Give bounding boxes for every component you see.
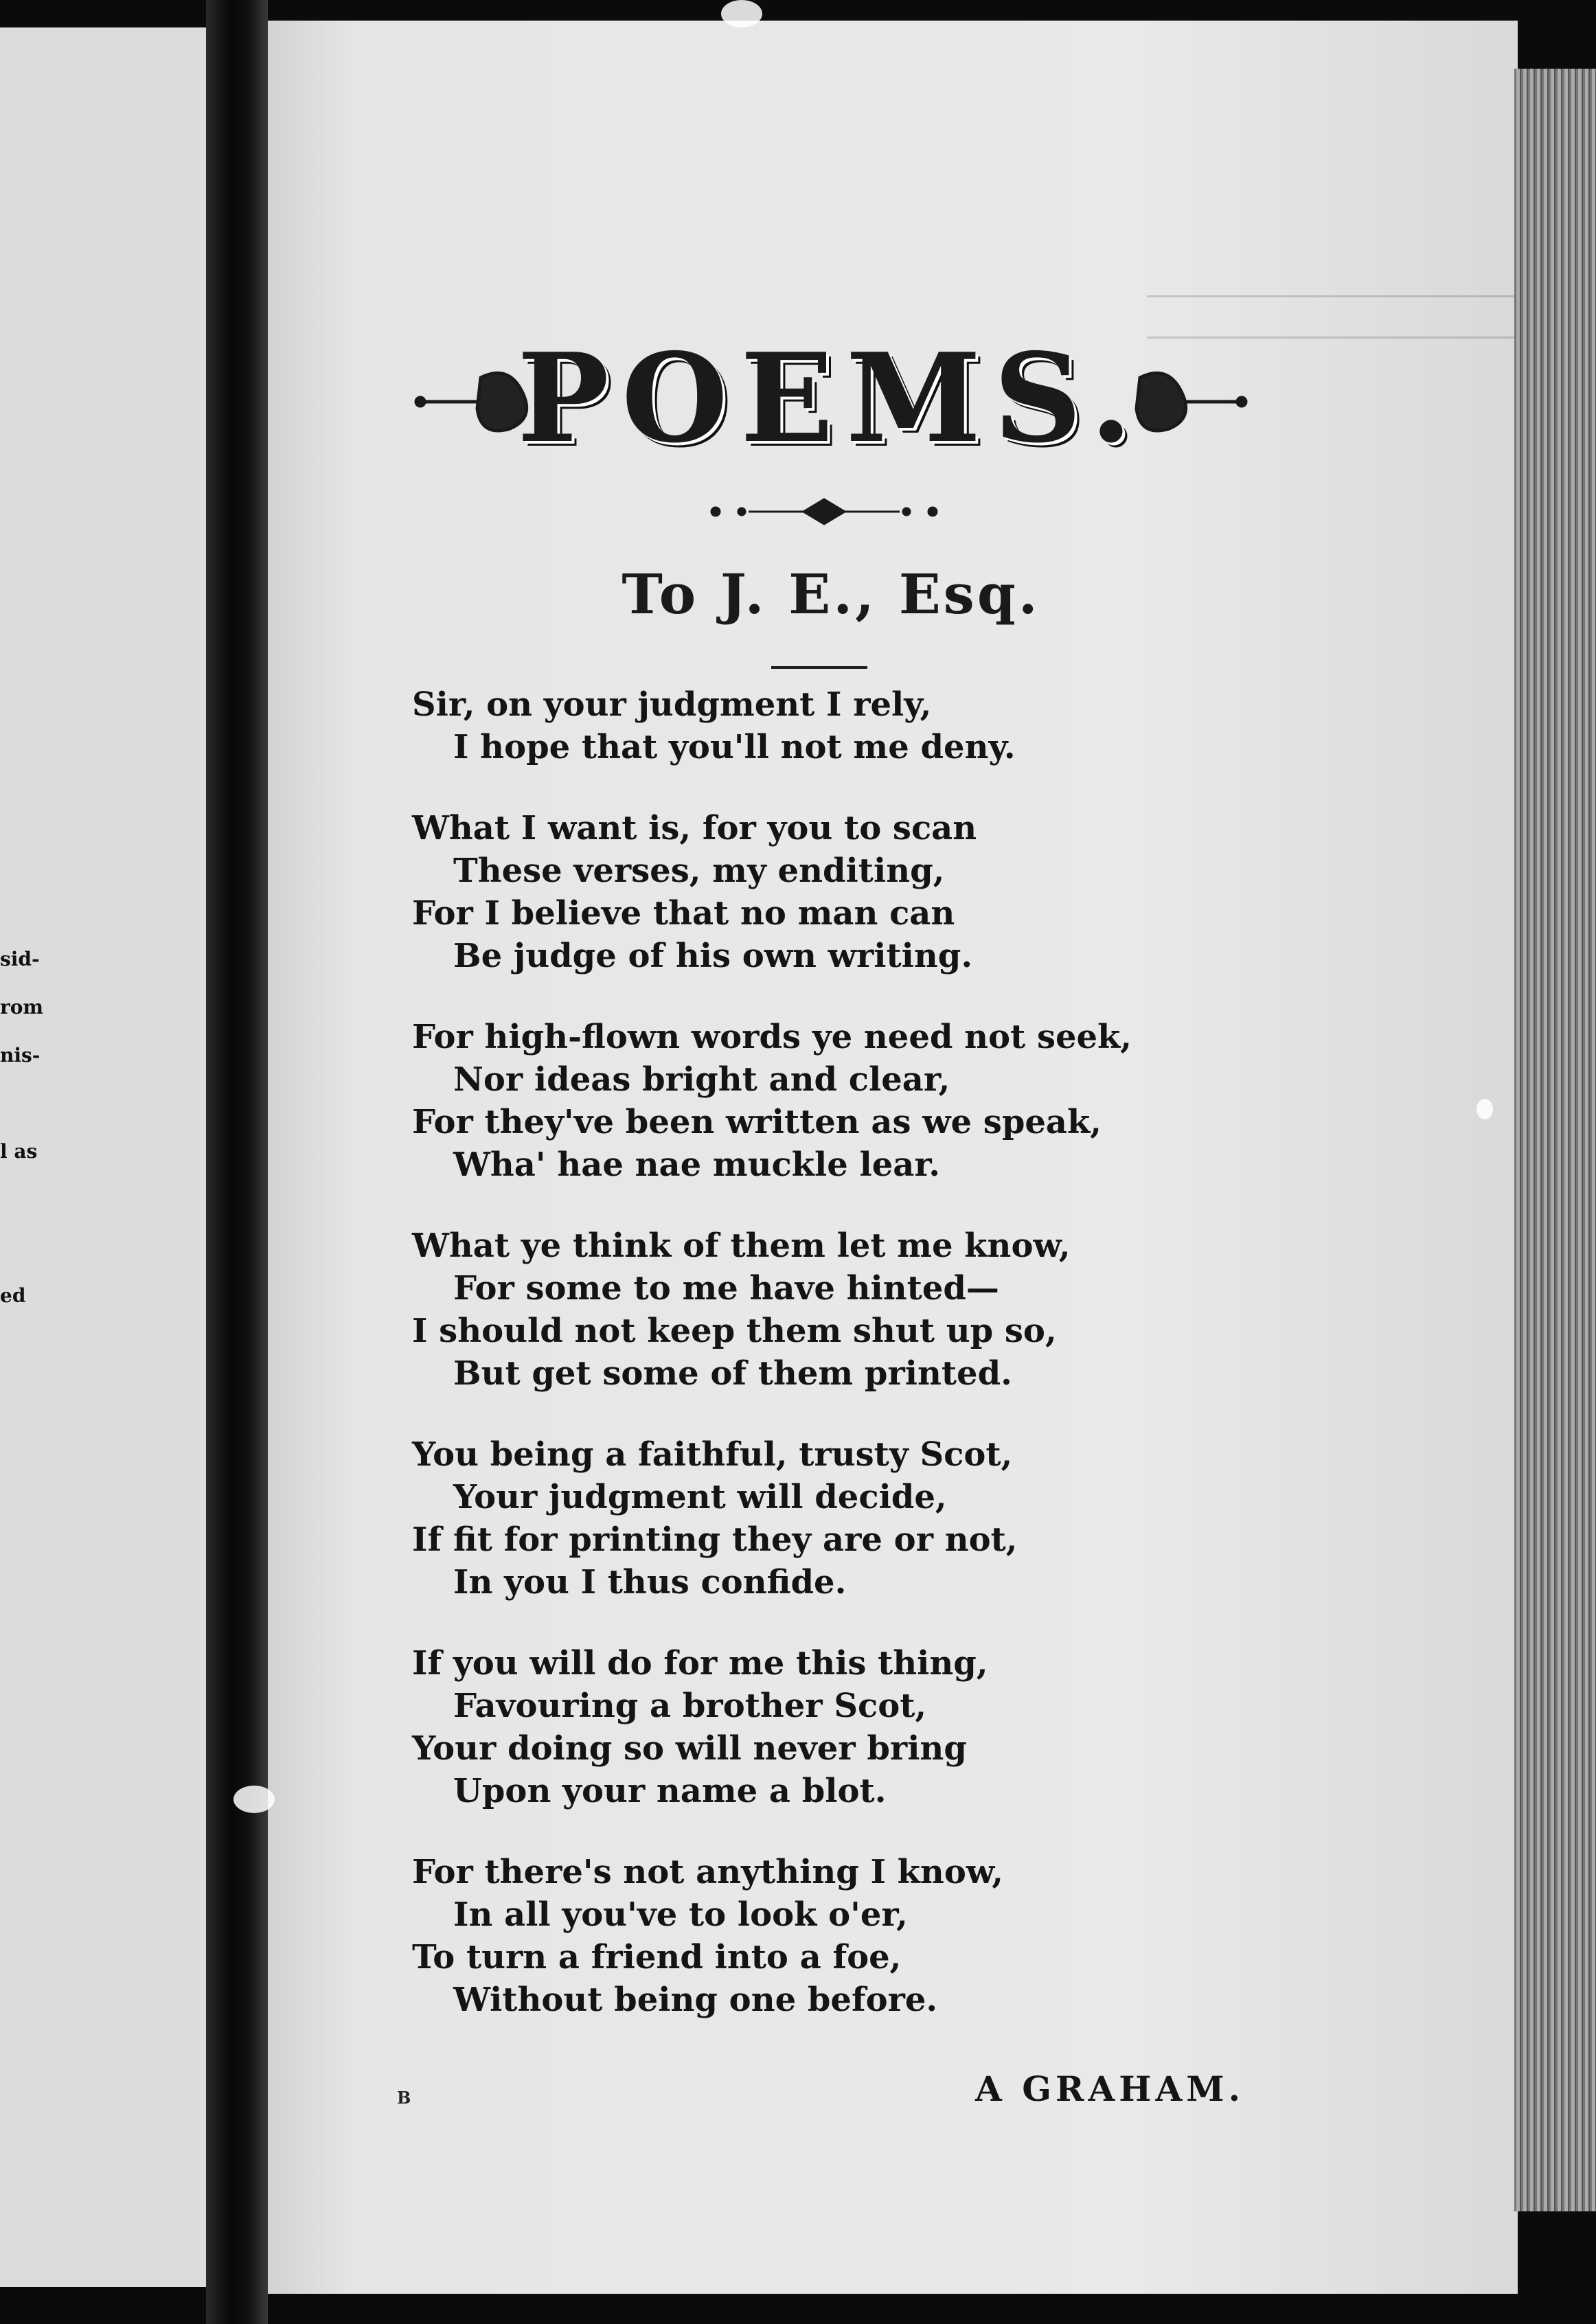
stanza — [412, 1851, 1319, 2021]
poem-line: In you I thus confide. — [453, 1563, 847, 1602]
poem-line: I hope that you'll not me deny. — [453, 728, 1016, 766]
print-speck — [721, 0, 762, 27]
poem-line: If fit for printing they are or not, — [412, 1520, 1018, 1559]
poem-line: Favouring a brother Scot, — [453, 1687, 927, 1725]
divider — [771, 666, 867, 669]
stanza — [412, 1224, 1319, 1395]
poem-line: What I want is, for you to scan — [412, 809, 977, 847]
stanza — [412, 1433, 1319, 1604]
poem-line: For high-flown words ye need not seek, — [412, 1018, 1132, 1056]
poem-body — [412, 683, 1319, 2060]
poem-line: If you will do for me this thing, — [412, 1644, 988, 1683]
poem-line: Sir, on your judgment I rely, — [412, 685, 932, 724]
previous-page-fragment — [0, 1229, 82, 1277]
print-speck — [1477, 1099, 1493, 1119]
page-title: POEMS. — [517, 326, 1145, 470]
poem-line: For I believe that no man can — [412, 894, 955, 933]
page-edges — [1514, 69, 1596, 2211]
poem-line: You being a faithful, trusty Scot, — [412, 1435, 1013, 1474]
poem-line: What ye think of them let me know, — [412, 1227, 1071, 1265]
poem-line: Your judgment will decide, — [453, 1478, 947, 1516]
poem-line: But get some of them printed. — [453, 1354, 1012, 1393]
poem-line: Your doing so will never bring — [412, 1729, 967, 1768]
book-gutter — [206, 0, 268, 2324]
previous-page — [0, 27, 230, 2287]
previous-page-fragments — [0, 941, 82, 1325]
poem-line: Wha' hae nae muckle lear. — [453, 1146, 940, 1184]
stanza — [412, 683, 1319, 768]
stanza — [412, 807, 1319, 977]
poem-line: For there's not anything I know, — [412, 1853, 1003, 1891]
stanza — [412, 1016, 1319, 1186]
stanza — [412, 1642, 1319, 1812]
previous-page-fragment — [0, 1085, 82, 1133]
poem-line: Upon your name a blot. — [453, 1772, 887, 1810]
poem-line: These verses, my enditing, — [453, 852, 945, 890]
poems-heading — [412, 326, 1250, 470]
poem-line: For some to me have hinted— — [453, 1269, 999, 1308]
previous-page-fragment: rom — [0, 996, 44, 1018]
poem-line: For they've been written as we speak, — [412, 1103, 1102, 1141]
poem-line: Without being one before. — [453, 1981, 938, 2019]
previous-page-fragment: sid- — [0, 948, 40, 970]
poem-line: Nor ideas bright and clear, — [453, 1060, 950, 1099]
previous-page-fragment: ed — [0, 1284, 26, 1307]
dedication: To J. E., Esq. — [622, 562, 1040, 626]
divider-ornament-icon — [707, 494, 941, 529]
poem-line: Be judge of his own writing. — [453, 937, 973, 975]
poem-line: To turn a friend into a foe, — [412, 1938, 902, 1976]
previous-page-fragment: nis- — [0, 1044, 41, 1067]
author-signature: A GRAHAM. — [975, 2069, 1245, 2109]
poem-line: I should not keep them shut up so, — [412, 1312, 1057, 1350]
previous-page-fragment: l as — [0, 1140, 38, 1163]
print-speck — [233, 1786, 275, 1813]
signature-mark: B — [397, 2088, 411, 2108]
previous-page-fragment — [0, 1181, 82, 1229]
poem-line: In all you've to look o'er, — [453, 1895, 908, 1934]
